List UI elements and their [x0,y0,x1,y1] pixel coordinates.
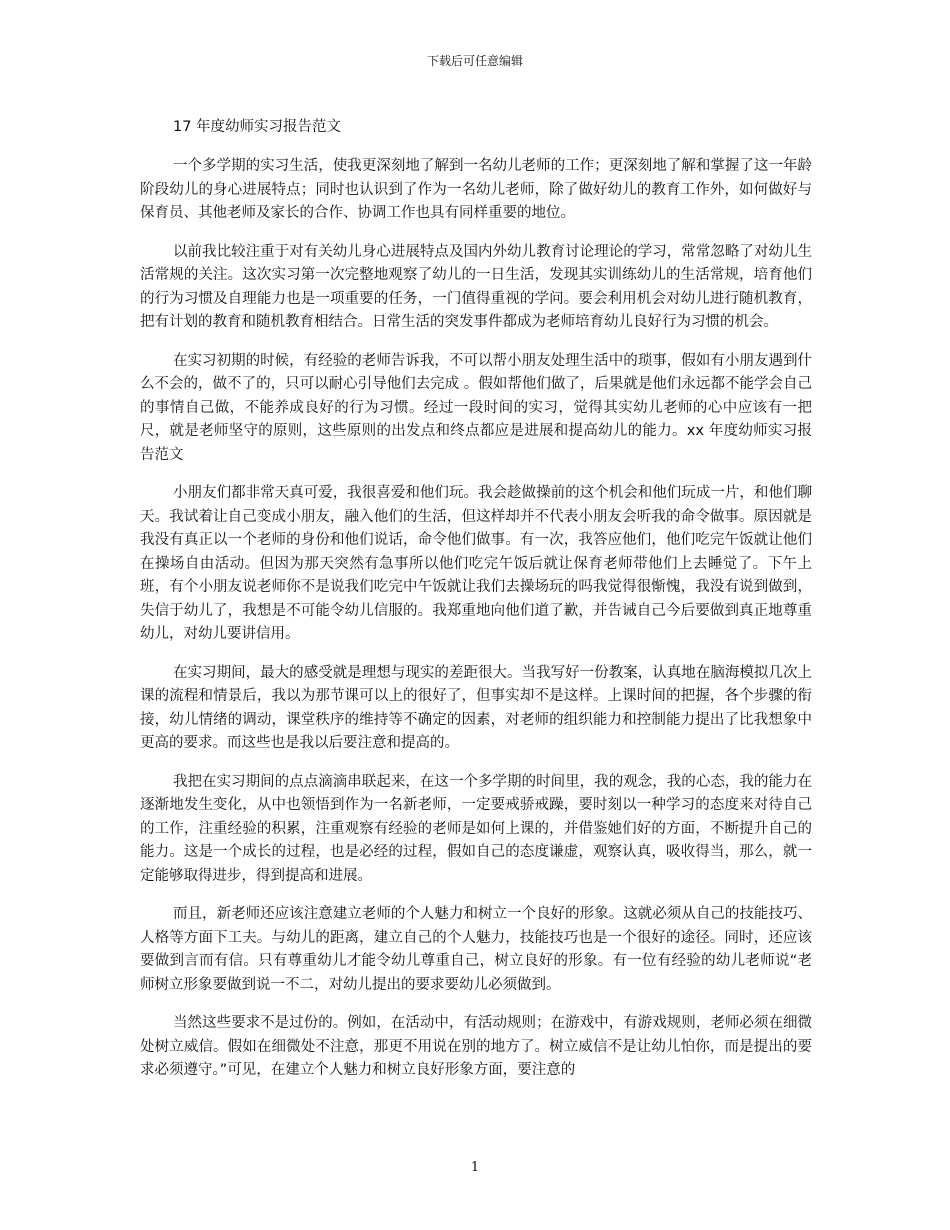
paragraph: 当然这些要求不是过份的。例如，在活动中，有活动规则；在游戏中，有游戏规则，老师必须在细微处树立威信。假如在细微处不注意，那更不用说在别的地方了。树立威信不是让幼儿怕你，而是提出的要求必须遵守。”可见，在建立个人魅力和树立良好形象方面，要注意的 [140,1015,812,1078]
paragraph: 在实习初期的时候，有经验的老师告诉我，不可以帮小朋友处理生活中的琐事，假如有小朋友遇到什么不会的，做不了的，只可以耐心引导他们去完成 。假如帮他们做了，后果就是他们永远都不能学会自己的事情自己做，不能养成良好的行为习惯。经过一段时间的实习，觉得其实幼儿老师的心中应该有一把尺，就是老师坚守的原则，这些原则的出发点和终点都应是进展和提高幼儿的能力。xx 年度幼师实习报告范文 [140,352,812,463]
paragraph: 小朋友们都非常天真可爱，我很喜爱和他们玩。我会趁做操前的这个机会和他们玩成一片，和他们聊天。我试着让自己变成小朋友，融入他们的生活，但这样却并不代表小朋友会听我的命令做事。原因就是我没有真正以一个老师的身份和他们说话，命令他们做事。有一次，我答应他们，他们吃完午饭就让他们在操场自由活动。但因为那天突然有急事所以他们吃完午饭后就让保育老师带他们上去睡觉了。下午上班，有个小朋友说老师你不是说我们吃完中午饭就让我们去操场玩的吗我觉得很惭愧，我没有说到做到，失信于幼儿了，我想是不可能令幼儿信服的。我郑重地向他们道了歉，并告诫自己今后要做到真正地尊重幼儿，对幼儿要讲信用。 [140,485,812,642]
paragraph: 而且，新老师还应该注意建立老师的个人魅力和树立一个良好的形象。这就必须从自己的技能技巧、人格等方面下工夫。与幼儿的距离，建立自己的个人魅力，技能技巧也是一个很好的途径。同时，还应该要做到言而有信。只有尊重幼儿才能令幼儿尊重自己，树立良好的形象。有一位有经验的幼儿老师说“老师树立形象要做到说一不二，对幼儿提出的要求要幼儿必须做到。 [140,906,812,993]
document-title: 17 年度幼师实习报告范文 [173,119,342,135]
page-number: 1 [470,1160,480,1175]
paragraph: 在实习期间，最大的感受就是理想与现实的差距很大。当我写好一份教案，认真地在脑海模拟几次上课的流程和情景后，我以为那节课可以上的很好了，但事实却不是这样。上课时间的把握，各个步骤的衔接，幼儿情绪的调动，课堂秩序的维持等不确定的因素，对老师的组织能力和控制能力提出了比我想象中更高的要求。而这些也是我以后要注意和提高的。 [140,664,812,751]
paragraph: 以前我比较注重于对有关幼儿身心进展特点及国内外幼儿教育讨论理论的学习，常常忽略了对幼儿生活常规的关注。这次实习第一次完整地观察了幼儿的一日生活，发现其实训练幼儿的生活常规，培育他们的行为习惯及自理能力也是一项重要的任务，一门值得重视的学问。要会利用机会对幼儿进行随机教育，把有计划的教育和随机教育相结合。日常生活的突发事件都成为老师培育幼儿良好行为习惯的机会。 [140,243,812,330]
document-body [140,155,812,1098]
paragraph: 一个多学期的实习生活，使我更深刻地了解到一名幼儿老师的工作；更深刻地了解和掌握了这一年龄阶段幼儿的身心进展特点；同时也认识到了作为一名幼儿老师，除了做好幼儿的教育工作外，如何做好与保育员、其他老师及家长的合作、协调工作也具有同样重要的地位。 [140,158,812,221]
paragraph: 我把在实习期间的点点滴滴串联起来，在这一个多学期的时间里，我的观念，我的心态，我的能力在逐渐地发生变化，从中也领悟到作为一名新老师，一定要戒骄戒躁，要时刻以一种学习的态度来对待自己的工作，注重经验的积累，注重观察有经验的老师是如何上课的，并借鉴她们好的方面，不断提升自己的能力。这是一个成长的过程，也是必经的过程，假如自己的态度谦虚，观察认真，吸收得当，那么，就一定能够取得进步，得到提高和进展。 [140,773,812,884]
page-header: 下载后可任意编辑 [426,54,523,68]
